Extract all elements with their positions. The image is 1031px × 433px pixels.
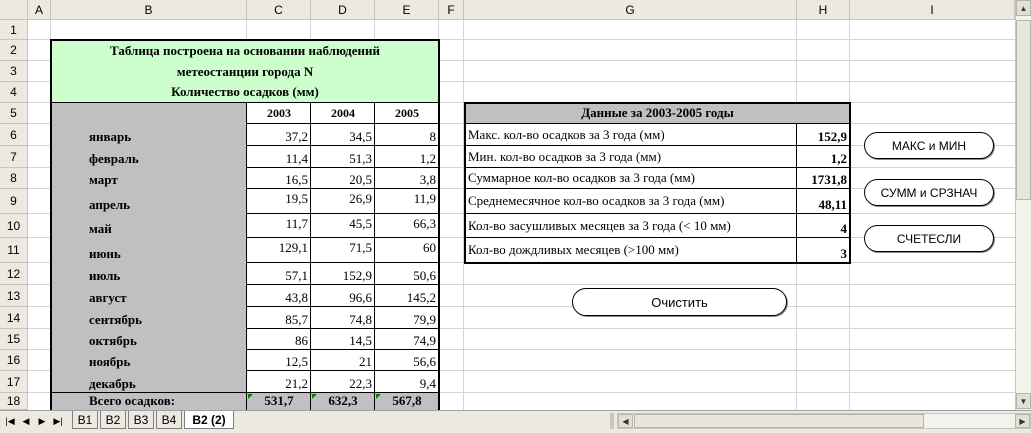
month-label[interactable]: февраль xyxy=(51,146,247,168)
stat-value[interactable]: 1731,8 xyxy=(811,172,847,187)
value-cell-2004[interactable]: 21 xyxy=(359,354,372,369)
month-label[interactable]: июль xyxy=(51,263,247,285)
row-header-1[interactable]: 1 xyxy=(0,20,28,40)
row-header-16[interactable]: 16 xyxy=(0,350,28,371)
total-cell-2004[interactable]: 632,3 xyxy=(311,393,375,410)
row-header-15[interactable]: 15 xyxy=(0,329,28,350)
row-line xyxy=(247,237,439,238)
value-cell-2004[interactable]: 71,5 xyxy=(349,240,372,255)
row-line xyxy=(247,328,439,329)
left-table-title-line-3: Количество осадков (мм) xyxy=(171,84,319,99)
column-header-g[interactable]: G xyxy=(464,0,797,20)
value-cell-2005[interactable]: 56,6 xyxy=(413,354,436,369)
row-header-14[interactable]: 14 xyxy=(0,307,28,329)
scroll-right-icon[interactable]: ▶ xyxy=(1015,414,1030,428)
value-cell-2005[interactable]: 9,4 xyxy=(419,376,436,391)
col-divider-c-d xyxy=(310,103,311,410)
row-header-3[interactable]: 3 xyxy=(0,61,28,82)
value-cell-2004[interactable]: 34,5 xyxy=(349,129,372,144)
row-header-7[interactable]: 7 xyxy=(0,146,28,168)
value-cell-2003[interactable]: 43,8 xyxy=(285,290,308,305)
month-label[interactable]: декабрь xyxy=(51,371,247,393)
row-line xyxy=(465,237,850,238)
total-cell-2003[interactable]: 531,7 xyxy=(247,393,311,410)
value-cell-2005[interactable]: 1,2 xyxy=(419,151,436,166)
row-line xyxy=(247,188,439,189)
column-header-b[interactable]: B xyxy=(51,0,247,20)
column-header-f[interactable]: F xyxy=(439,0,464,20)
value-cell-2005[interactable]: 60 xyxy=(423,240,436,255)
row-header-5[interactable]: 5 xyxy=(0,103,28,124)
vertical-scroll-thumb[interactable] xyxy=(1016,20,1031,200)
month-label[interactable]: январь xyxy=(51,124,247,146)
select-all-corner[interactable] xyxy=(0,0,28,20)
month-label[interactable]: май xyxy=(51,214,247,238)
value-cell-2004[interactable]: 14,5 xyxy=(349,333,372,348)
sheet-tab-bar xyxy=(0,410,1031,433)
vertical-scrollbar[interactable] xyxy=(1015,0,1031,410)
right-table-header-divider xyxy=(465,123,850,124)
value-cell-2005[interactable]: 50,6 xyxy=(413,268,436,283)
row-line xyxy=(247,306,439,307)
left-table-title-line-1: Таблица построена на основании наблюдений xyxy=(110,43,380,58)
year-header-2003[interactable]: 2003 xyxy=(267,105,291,120)
month-label[interactable]: март xyxy=(51,168,247,189)
total-cell-2005[interactable]: 567,8 xyxy=(375,393,439,410)
row-header-12[interactable]: 12 xyxy=(0,263,28,285)
column-header-a[interactable]: A xyxy=(28,0,51,20)
value-cell-2005[interactable]: 8 xyxy=(429,129,436,144)
stat-label[interactable]: Среднемесячное кол-во осадков за 3 года (мм) xyxy=(468,193,725,208)
value-cell-2004[interactable]: 22,3 xyxy=(349,376,372,391)
value-cell-2003[interactable]: 21,2 xyxy=(285,376,308,391)
value-cell-2003[interactable]: 85,7 xyxy=(285,312,308,327)
row-line xyxy=(465,213,850,214)
year-header-2005[interactable]: 2005 xyxy=(395,105,419,120)
horizontal-scroll-thumb[interactable] xyxy=(634,414,924,428)
value-cell-2003[interactable]: 37,2 xyxy=(285,129,308,144)
row-header-4[interactable]: 4 xyxy=(0,82,28,103)
year-header-2004[interactable]: 2004 xyxy=(331,105,355,120)
month-label[interactable]: сентябрь xyxy=(51,307,247,329)
value-cell-2003[interactable]: 11,4 xyxy=(285,151,308,166)
row-line xyxy=(247,349,439,350)
month-label[interactable]: август xyxy=(51,285,247,307)
value-cell-2005[interactable]: 74,9 xyxy=(413,333,436,348)
sheet-tab-v3[interactable]: В3 xyxy=(128,411,154,429)
column-header-d[interactable]: D xyxy=(311,0,375,20)
value-cell-2005[interactable]: 66,3 xyxy=(413,216,436,231)
sheet-tab-v2[interactable]: В2 xyxy=(100,411,126,429)
month-label[interactable]: ноябрь xyxy=(51,350,247,371)
month-label[interactable]: апрель xyxy=(51,189,247,214)
left-table-border xyxy=(50,39,440,410)
scroll-left-icon[interactable]: ◀ xyxy=(618,414,633,428)
value-cell-2005[interactable]: 145,2 xyxy=(406,290,436,305)
left-table-title-line-2: метеостанции города N xyxy=(176,64,314,79)
next-sheet-icon[interactable]: ▶ xyxy=(38,415,46,426)
stat-label[interactable]: Суммарное кол-во осадков за 3 года (мм) xyxy=(468,170,696,185)
value-cell-2003[interactable]: 12,5 xyxy=(285,354,308,369)
value-cell-2003[interactable]: 19,5 xyxy=(285,191,308,206)
col-divider-d-e xyxy=(374,103,375,410)
row-header-10[interactable]: 10 xyxy=(0,214,28,238)
row-line xyxy=(247,145,439,146)
stat-label[interactable]: Кол-во дождливых месяцев (>100 мм) xyxy=(468,242,679,257)
sheet-tab-v1[interactable]: В1 xyxy=(72,411,98,429)
sum-avg-button[interactable]: СУММ и СРЗНАЧ xyxy=(864,179,994,206)
column-header-i[interactable]: I xyxy=(850,0,1015,20)
value-cell-2004[interactable]: 51,3 xyxy=(349,151,372,166)
right-table-header[interactable]: Данные за 2003-2005 годы xyxy=(465,103,850,124)
value-cell-2003[interactable]: 86 xyxy=(295,333,308,348)
month-label[interactable]: октябрь xyxy=(51,329,247,350)
stat-label[interactable]: Мин. кол-во осадков за 3 года (мм) xyxy=(468,148,662,164)
row-line xyxy=(247,213,439,214)
value-cell-2003[interactable]: 11,7 xyxy=(285,216,308,231)
row-header-9[interactable]: 9 xyxy=(0,189,28,214)
value-cell-2005[interactable]: 3,8 xyxy=(419,172,436,187)
row-line xyxy=(247,284,439,285)
col-divider-b-c xyxy=(246,103,247,410)
value-cell-2004[interactable]: 74,8 xyxy=(349,312,372,327)
row-header-18[interactable]: 18 xyxy=(0,393,28,410)
clear-button[interactable]: Очистить xyxy=(572,288,787,316)
year-header-divider xyxy=(247,123,439,124)
sheet-tab-v2-copy[interactable]: В2 (2) xyxy=(184,411,234,429)
scroll-up-icon[interactable]: ▲ xyxy=(1016,0,1031,16)
column-header-h[interactable]: H xyxy=(797,0,850,20)
row-line xyxy=(247,167,439,168)
row-header-17[interactable]: 17 xyxy=(0,371,28,393)
value-cell-2004[interactable]: 20,5 xyxy=(349,172,372,187)
value-cell-2004[interactable]: 26,9 xyxy=(349,191,372,206)
stat-label[interactable]: Макс. кол-во осадков за 3 года (мм) xyxy=(468,126,665,142)
stat-value[interactable]: 1,2 xyxy=(830,151,847,166)
value-cell-2004[interactable]: 45,5 xyxy=(349,216,372,231)
last-sheet-icon[interactable]: ▶| xyxy=(53,415,63,426)
row-line xyxy=(465,145,850,146)
row-header-2[interactable]: 2 xyxy=(0,40,28,61)
value-cell-2003[interactable]: 129,1 xyxy=(278,240,308,255)
row-line xyxy=(247,370,439,371)
scroll-down-icon[interactable]: ▼ xyxy=(1016,393,1031,409)
stat-value[interactable]: 48,11 xyxy=(818,197,847,212)
stat-value[interactable]: 152,9 xyxy=(817,129,847,144)
maxmin-button[interactable]: МАКС и МИН xyxy=(864,132,994,159)
right-table-border xyxy=(464,102,851,264)
value-cell-2003[interactable]: 16,5 xyxy=(285,172,308,187)
horizontal-scrollbar[interactable] xyxy=(617,413,1031,429)
row-line xyxy=(465,188,850,189)
sheet-tab-v4[interactable]: В4 xyxy=(156,411,182,429)
stat-label[interactable]: Кол-во засушливых месяцев за 3 года (< 10 мм) xyxy=(468,217,731,233)
value-cell-2004[interactable]: 152,9 xyxy=(342,268,372,283)
prev-sheet-icon[interactable]: ◀ xyxy=(22,415,30,426)
row-header-13[interactable]: 13 xyxy=(0,285,28,307)
left-table-title-divider xyxy=(50,102,440,103)
row-header-8[interactable]: 8 xyxy=(0,168,28,189)
first-sheet-icon[interactable]: |◀ xyxy=(5,415,15,426)
column-header-e[interactable]: E xyxy=(375,0,439,20)
value-cell-2005[interactable]: 79,9 xyxy=(413,312,436,327)
row-header-11[interactable]: 11 xyxy=(0,238,28,263)
value-cell-2003[interactable]: 57,1 xyxy=(285,268,308,283)
row-line xyxy=(465,167,850,168)
total-label[interactable]: Всего осадков: xyxy=(51,393,247,410)
value-cell-2005[interactable]: 11,9 xyxy=(413,191,436,206)
stat-value[interactable]: 4 xyxy=(840,221,847,236)
row-line xyxy=(51,392,439,393)
row-header-6[interactable]: 6 xyxy=(0,124,28,146)
tab-splitter[interactable] xyxy=(610,413,614,429)
row-line xyxy=(247,262,439,263)
stat-value[interactable]: 3 xyxy=(840,246,847,261)
month-label[interactable]: июнь xyxy=(51,238,247,263)
column-header-c[interactable]: C xyxy=(247,0,311,20)
value-cell-2004[interactable]: 96,6 xyxy=(349,290,372,305)
countif-button[interactable]: СЧЕТЕСЛИ xyxy=(864,225,994,252)
